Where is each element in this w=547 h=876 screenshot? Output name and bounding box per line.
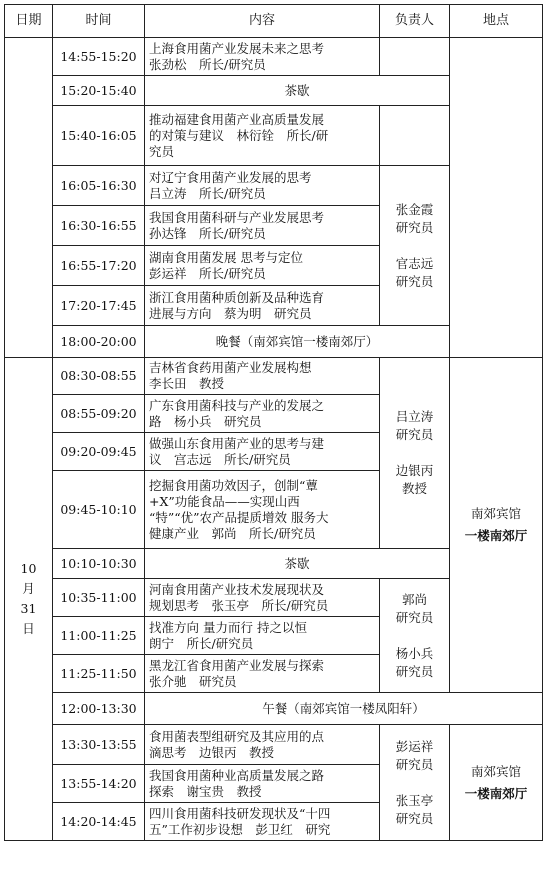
speaker: 路 杨小兵 研究员: [149, 413, 262, 429]
table-row: [5, 38, 543, 76]
person-cell: [380, 358, 450, 549]
person-cell: [380, 579, 450, 693]
tea-break: 茶歇: [145, 549, 450, 579]
speaker-cont: 究员: [149, 143, 175, 159]
date-month-number: 10: [20, 561, 37, 576]
talk-title: 找准方向 量力而行 持之以恒: [149, 619, 307, 635]
content-cell: [145, 617, 380, 655]
content-cell: [145, 725, 380, 765]
content-cell: [145, 358, 380, 395]
content-cell: [145, 433, 380, 471]
place-venue: 南郊宾馆: [470, 763, 521, 779]
speaker: 朗宁 所长/研究员: [149, 635, 254, 651]
header-place: 地点: [450, 5, 543, 38]
talk-title: 吉林省食药用菌产业发展构想: [149, 360, 312, 375]
time-cell: 13:55-14:20: [53, 765, 145, 803]
header-content: 内容: [145, 5, 380, 38]
talk-title: 广东食用菌科技与产业的发展之: [149, 397, 325, 413]
talk-title: 浙江食用菌种质创新及品种选育: [149, 289, 325, 305]
date-cell: [5, 358, 53, 841]
talk-title: 我国食用菌科研与产业发展思考: [149, 209, 325, 225]
person-title: 研究员: [395, 756, 434, 772]
dinner: 晚餐（南郊宾馆一楼南郊厅）: [145, 326, 450, 358]
person-name: 张金霞: [395, 201, 434, 217]
time-cell: 13:30-13:55: [53, 725, 145, 765]
content-cell: [145, 655, 380, 693]
talk-title-cont: +X”功能食品——实现山西: [149, 493, 300, 509]
place-venue: 南郊宾馆: [470, 506, 521, 521]
time-cell: 16:05-16:30: [53, 166, 145, 206]
time-cell: 09:45-10:10: [53, 471, 145, 549]
speaker: 李长田 教授: [149, 376, 225, 391]
content-cell: [145, 579, 380, 617]
schedule-table: [4, 4, 543, 841]
time-cell: 08:55-09:20: [53, 395, 145, 433]
talk-title: 河南食用菌产业技术发展现状及: [149, 581, 325, 597]
place-hall: 一楼南郊厅: [464, 785, 528, 801]
talk-title: 推动福建食用菌产业高质量发展: [149, 111, 325, 127]
talk-title: 我国食用菌种业高质量发展之路: [149, 767, 325, 783]
talk-title-cont: “特”“优”农产品提质增效 服务大: [149, 509, 329, 525]
person-title: 研究员: [395, 609, 434, 625]
content-cell: [145, 286, 380, 326]
header-person: 负责人: [380, 5, 450, 38]
place-cell: [450, 358, 543, 693]
person-cell: [380, 725, 450, 841]
talk-title: 上海食用菌产业发展未来之思考: [149, 40, 325, 56]
table-row: [5, 358, 543, 395]
content-cell: [145, 206, 380, 246]
date-month-char: 月: [22, 581, 35, 596]
time-cell: 09:20-09:45: [53, 433, 145, 471]
content-cell: [145, 395, 380, 433]
talk-title: 黑龙江省食用菌产业发展与探索: [149, 657, 325, 673]
speaker: 议 宫志远 所长/研究员: [149, 451, 291, 467]
time-cell: 12:00-13:30: [53, 693, 145, 725]
place-cell: [450, 725, 543, 841]
time-cell: 14:20-14:45: [53, 803, 145, 841]
header-date: 日期: [5, 5, 53, 38]
talk-title: 湖南食用菌发展 思考与定位: [149, 249, 303, 265]
person-name: 边银丙: [395, 463, 434, 478]
person-name: 吕立涛: [395, 409, 434, 424]
time-cell: 16:55-17:20: [53, 246, 145, 286]
content-cell: [145, 803, 380, 841]
date-cell-empty: [5, 38, 53, 358]
person-name: 官志远: [395, 255, 434, 271]
person-title: 研究员: [395, 273, 434, 289]
talk-title: 做强山东食用菌产业的思考与建: [149, 435, 325, 451]
person-title: 研究员: [395, 427, 434, 442]
person-cell-empty: [380, 38, 450, 76]
header-row: [5, 5, 543, 38]
time-cell: 15:20-15:40: [53, 76, 145, 106]
lunch: 午餐（南郊宾馆一楼凤阳轩）: [145, 693, 543, 725]
table-row: [5, 693, 543, 725]
person-cell: [380, 166, 450, 326]
place-hall: 一楼南郊厅: [464, 528, 528, 543]
person-title: 研究员: [395, 663, 434, 679]
person-name: 彭运祥: [395, 738, 434, 754]
person-name: 杨小兵: [395, 645, 434, 661]
content-cell: [145, 38, 380, 76]
tea-break: 茶歇: [145, 76, 450, 106]
speaker: 孙达锋 所长/研究员: [149, 225, 266, 241]
time-cell: 11:25-11:50: [53, 655, 145, 693]
time-cell: 10:35-11:00: [53, 579, 145, 617]
speaker: 彭运祥 所长/研究员: [149, 265, 266, 281]
time-cell: 17:20-17:45: [53, 286, 145, 326]
time-cell: 11:00-11:25: [53, 617, 145, 655]
person-cell-empty: [380, 106, 450, 166]
time-cell: 16:30-16:55: [53, 206, 145, 246]
speaker: 张劲松 所长/研究员: [149, 56, 266, 72]
talk-title-cont: 的对策与建议 林衍铨 所长/研: [149, 127, 329, 143]
person-name: 张玉亭: [395, 792, 434, 808]
talk-title: 对辽宁食用菌产业发展的思考: [149, 169, 312, 185]
content-cell: [145, 246, 380, 286]
talk-title: 挖掘食用菌功效因子，创制“蕈: [149, 477, 318, 493]
header-time: 时间: [53, 5, 145, 38]
person-title: 教授: [401, 481, 427, 496]
speaker: 进展与方向 蔡为明 研究员: [149, 305, 312, 321]
content-cell: [145, 471, 380, 549]
talk-title: 食用菌表型组研究及其应用的点: [149, 728, 325, 744]
person-title: 研究员: [395, 810, 434, 826]
time-cell: 08:30-08:55: [53, 358, 145, 395]
date-day-number: 31: [20, 601, 37, 616]
table-row: [5, 725, 543, 765]
place-cell-empty: [450, 38, 543, 358]
content-cell: [145, 765, 380, 803]
speaker: 张介驰 研究员: [149, 673, 237, 689]
date-day-char: 日: [22, 621, 35, 636]
speaker: 滴思考 边银丙 教授: [149, 744, 275, 760]
time-cell: 10:10-10:30: [53, 549, 145, 579]
content-cell: [145, 106, 380, 166]
speaker: 探索 谢宝贵 教授: [149, 783, 262, 799]
speaker: 吕立涛 所长/研究员: [149, 185, 266, 201]
talk-title: 四川食用菌科技研发现状及“十四: [149, 805, 331, 821]
time-cell: 14:55-15:20: [53, 38, 145, 76]
content-cell: [145, 166, 380, 206]
person-title: 研究员: [395, 219, 434, 235]
time-cell: 15:40-16:05: [53, 106, 145, 166]
speaker: 五”工作初步设想 彭卫红 研究: [149, 821, 331, 837]
time-cell: 18:00-20:00: [53, 326, 145, 358]
speaker: 规划思考 张玉亭 所长/研究员: [149, 597, 329, 613]
person-name: 郭尚: [401, 591, 427, 607]
speaker: 健康产业 郭尚 所长/研究员: [149, 525, 316, 541]
